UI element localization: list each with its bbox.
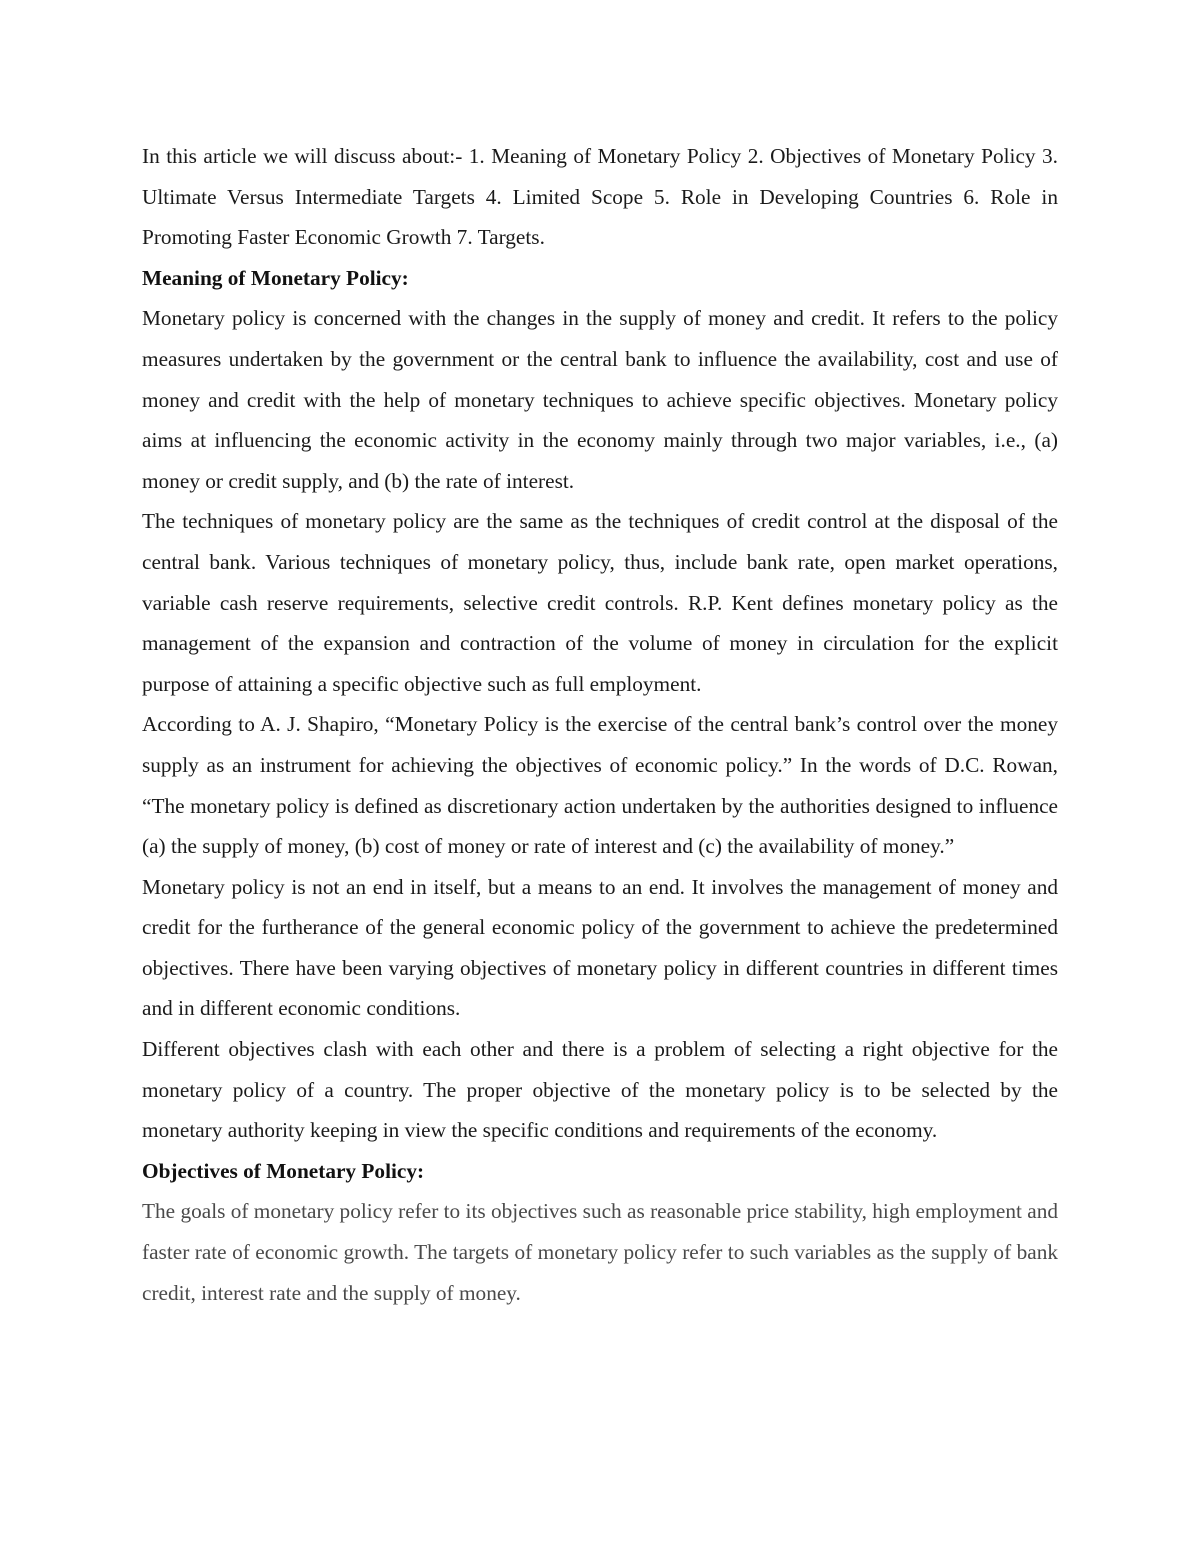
section-heading-meaning: Meaning of Monetary Policy: <box>142 265 409 290</box>
intro-paragraph: In this article we will discuss about:- 1. Meaning of Monetary Policy 2. Objectives of Monetary Policy 3. Ultimate Versus Intermediate Targets 4. Limited Scope 5. Role in Developing Countries 6. Role in Promoting Faster Economic Growth 7. Targets. <box>142 144 1058 250</box>
body-paragraph: Monetary policy is not an end in itself, but a means to an end. It involves the management of money and credit for the furtherance of the general economic policy of the government to achieve the predetermined objectives. There have been varying objectives of monetary policy in different countries in different times and in different economic conditions. <box>142 874 1058 1021</box>
section-heading-objectives: Objectives of Monetary Policy: <box>142 1158 425 1183</box>
body-paragraph: According to A. J. Shapiro, “Monetary Policy is the exercise of the central bank’s control over the money supply as an instrument for achieving the objectives of economic policy.” In the words of D.C. Rowan, “The monetary policy is defined as discretionary action undertaken by the authorities designed to influence (a) the supply of money, (b) cost of money or rate of interest and (c) the availability of money.” <box>142 712 1058 859</box>
document-body <box>142 136 1058 1313</box>
body-paragraph: The techniques of monetary policy are the same as the techniques of credit control at the disposal of the central bank. Various techniques of monetary policy, thus, include bank rate, open market operations, variable cash reserve requirements, selective credit controls. R.P. Kent defines monetary policy as the management of the expansion and contraction of the volume of money in circulation for the explicit purpose of attaining a specific objective such as full employment. <box>142 509 1058 696</box>
body-paragraph: Monetary policy is concerned with the changes in the supply of money and credit. It refers to the policy measures undertaken by the government or the central bank to influence the availability, cost and use of money and credit with the help of monetary techniques to achieve specific objectives. Monetary policy aims at influencing the economic activity in the economy mainly through two major variables, i.e., (a) money or credit supply, and (b) the rate of interest. <box>142 306 1058 493</box>
body-paragraph: The goals of monetary policy refer to its objectives such as reasonable price stability, high employment and faster rate of economic growth. The targets of monetary policy refer to such variables as the supply of bank credit, interest rate and the supply of money. <box>142 1199 1058 1305</box>
body-paragraph: Different objectives clash with each other and there is a problem of selecting a right objective for the monetary policy of a country. The proper objective of the monetary policy is to be selected by the monetary authority keeping in view the specific conditions and requirements of the economy. <box>142 1037 1058 1143</box>
